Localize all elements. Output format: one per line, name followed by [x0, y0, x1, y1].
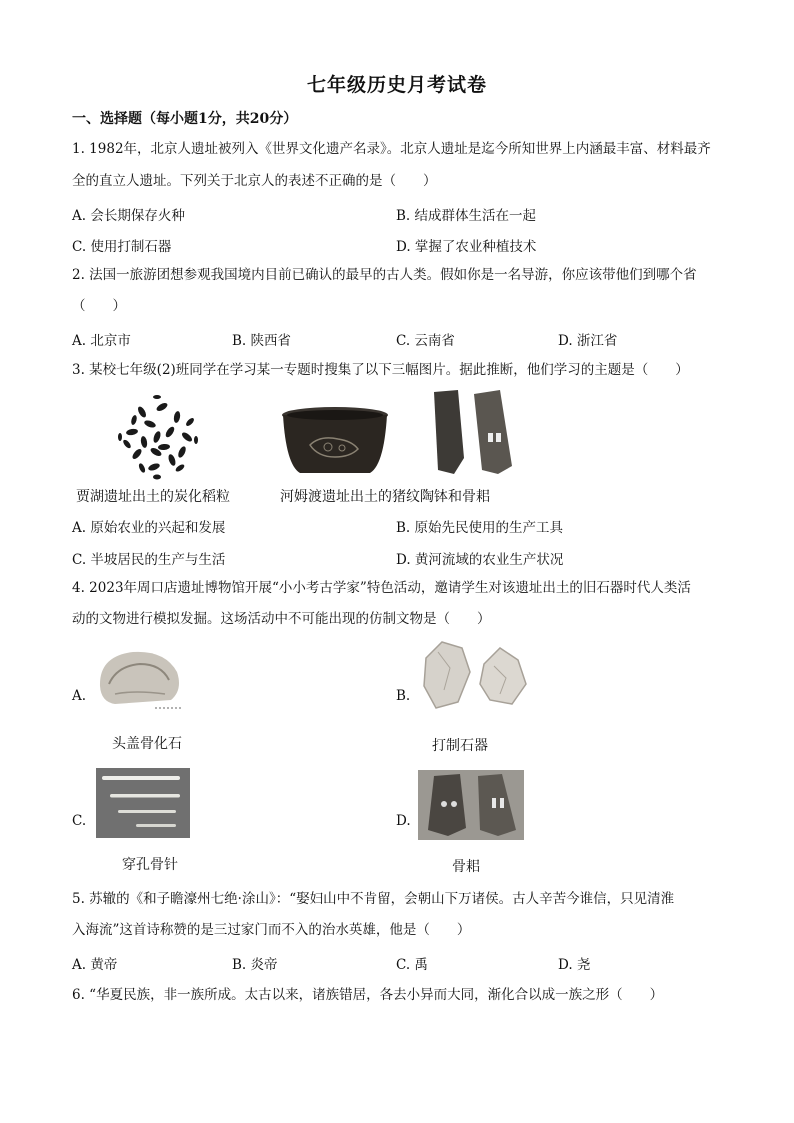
bone-spade-image: [428, 388, 518, 476]
q2-option-c[interactable]: C. 云南省: [396, 333, 455, 349]
skull-fossil-image: [95, 646, 185, 712]
q3-option-d[interactable]: D. 黄河流域的农业生产状况: [396, 552, 564, 568]
q6-stem-line1: 6. “华夏民族，非一族所成。太古以来，诸族错居，各去小异而大同，渐化合以成一族之形（ ）: [72, 987, 664, 1003]
q4-option-d-letter[interactable]: D.: [396, 813, 411, 829]
q4-stem-line2: 动的文物进行模拟发掘。这场活动中不可能出现的仿制文物是（ ）: [72, 611, 491, 627]
q1-stem-line2: 全的直立人遗址。下列关于北京人的表述不正确的是（ ）: [72, 173, 437, 189]
q5-stem-line2: 入海流”这首诗称赞的是三过家门而不入的治水英雄，他是（ ）: [72, 922, 471, 938]
q5-option-c[interactable]: C. 禹: [396, 957, 428, 973]
q5-option-d[interactable]: D. 尧: [558, 957, 591, 973]
pig-pattern-pottery-bowl-image: [280, 405, 390, 477]
q3-option-c[interactable]: C. 半坡居民的生产与生活: [72, 552, 226, 568]
q1-option-c[interactable]: C. 使用打制石器: [72, 239, 172, 255]
q2-option-a[interactable]: A. 北京市: [72, 333, 131, 349]
q5-option-b[interactable]: B. 炎帝: [232, 957, 278, 973]
q3-caption-pottery: 河姆渡遗址出土的猪纹陶钵和骨耜: [280, 489, 490, 505]
q4-caption-c: 穿孔骨针: [122, 857, 178, 873]
bone-spade-image-d: [418, 770, 524, 840]
q4-option-a-letter[interactable]: A.: [72, 688, 87, 704]
section-heading: 一、选择题（每小题1分，共20分）: [72, 111, 298, 127]
q4-caption-a: 头盖骨化石: [112, 736, 182, 752]
q2-stem-line2: （ ）: [72, 298, 126, 314]
q4-option-c-letter[interactable]: C.: [72, 813, 87, 829]
q4-stem-line1: 4. 2023年周口店遗址博物馆开展“小小考古学家”特色活动，邀请学生对该遗址出土的旧石器时代人类活: [72, 580, 691, 596]
q4-caption-b: 打制石器: [432, 738, 488, 754]
q2-stem-line1: 2. 法国一旅游团想参观我国境内目前已确认的最早的古人类。假如你是一名导游，你应该带他们到哪个省: [72, 267, 697, 283]
q4-caption-d: 骨耜: [452, 859, 480, 875]
q5-option-a[interactable]: A. 黄帝: [72, 957, 118, 973]
q3-caption-rice: 贾湖遗址出土的炭化稻粒: [76, 489, 230, 505]
q4-option-b-letter[interactable]: B.: [396, 688, 411, 704]
page-title: 七年级历史月考试卷: [306, 74, 487, 96]
chipped-stone-tools-image: [418, 638, 530, 712]
q1-option-d[interactable]: D. 掌握了农业种植技术: [396, 239, 537, 255]
q1-option-a[interactable]: A. 会长期保存火种: [72, 208, 185, 224]
q3-stem: 3. 某校七年级(2)班同学在学习某一专题时搜集了以下三幅图片。据此推断，他们学习的主题是（ ）: [72, 362, 689, 378]
carbonized-rice-image: [112, 392, 202, 482]
q5-stem-line1: 5. 苏辙的《和子瞻濠州七绝·涂山》：“娶妇山中不肯留，会朝山下万诸侯。古人辛苦今谁信，只见清淮: [72, 891, 675, 907]
q1-option-b[interactable]: B. 结成群体生活在一起: [396, 208, 537, 224]
q1-stem-line1: 1. 1982年，北京人遗址被列入《世界文化遗产名录》。北京人遗址是迄今所知世界上内涵最丰富、材料最齐: [72, 141, 711, 157]
q2-option-b[interactable]: B. 陕西省: [232, 333, 292, 349]
bone-needles-image: [96, 768, 190, 838]
q3-option-a[interactable]: A. 原始农业的兴起和发展: [72, 520, 226, 536]
q3-option-b[interactable]: B. 原始先民使用的生产工具: [396, 520, 564, 536]
q2-option-d[interactable]: D. 浙江省: [558, 333, 618, 349]
